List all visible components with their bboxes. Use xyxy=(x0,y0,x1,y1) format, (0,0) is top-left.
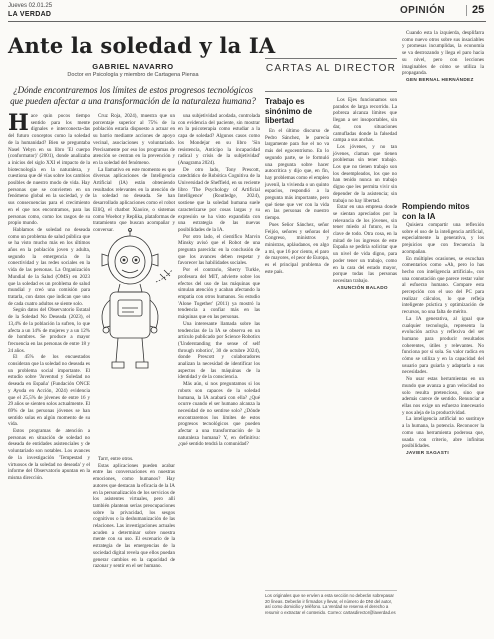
letter-title: Rompiendo mitos con la IA xyxy=(402,202,470,221)
article-column-2-bottom xyxy=(93,456,175,599)
letter-signature: JAVIER SAGASTI xyxy=(406,449,449,455)
letter-1-column-2 xyxy=(333,97,397,540)
article-column-3 xyxy=(178,113,260,600)
letter-title: Trabajo es sinónimo de libertad xyxy=(265,97,313,125)
paragraph: una subjetividad acodada, controlada con evidencia del paciente, sin mostrar en la psicoterapia como estudiar a la capa de soledad? Algunos casos como los Mondejar en su libro 'Sin resistencia, Anticipo la incapacidad radical y crisis de la subjetividad' (Anagrama 2024). xyxy=(178,113,260,166)
article-title: Ante la soledad y la IA xyxy=(8,33,276,58)
paragraph: Una interesante llamada sobre las tendencias de la IA se observa en un artículo publicado por Science Robotics ('Understanding the sense of self through robotics', 30 de octubre 2024), donde Prescott y colaboradores analizan la necesidad de identificar los aspectos de las máquinas de la identidad y de la consciencia. xyxy=(178,320,260,381)
paragraph: Cruz Roja, 2024), muestra que un porcentaje superior al 75% de la población estaría dispuesto a actuar en su barrio mediante acciones de apoyo vecinal, asociaciones y voluntariado. Precisamente por eso los programas de atención se centran en la prevención y en la soledad del fenómeno. xyxy=(93,113,175,166)
paragraph: Cuando esta la izquierda, desplifarra como nuevo otros sobre sus insaciables y promesas incumplidas, la economía se va destrozando y llega el paro hacia su nivel, pero con lecciones imaginables de cómo se utiliza la propaganda. xyxy=(402,30,484,77)
letter-1-column-1 xyxy=(265,128,329,540)
paragraph: Por el contrario, Sherry Turkle, profesora del MIT, advierte sobre los efectos del uso de las máquinas que simulan atención y acaban afectando la empatía con otros humanos. Su estudio 'Alone Together' (2011) ya mostró la tendencia a confiar más en las máquinas que en las personas. xyxy=(178,267,260,321)
paragraph: ace quin pocos tiempo sentido para los mente dignales e interconecta-das del futuro conceptos como la soledad de la humanidad? Bien se preguntaba Nasel Yebyn en su libro 'El cuerpo (conformator)' (2001), donde analizaba a inicios del siglo XXI el impacto de la biotecnología en la naturaleza, y cuestiona que dé vías sobre los cambios posibles de nuestro modo de vida. Hay personas que se convierten en un fenómeno global en la sociedad, y de sus consecuencias para el crecimiento en el que nos encontramos, para las personas como, como los rasgos de su propio mundo. xyxy=(8,113,90,227)
issue-date: Jueves 02.01.25 xyxy=(8,3,53,9)
paragraph: La inteligencia artificial no sustituye a la humana, la potencia. Reconocer la como una herramienta poderosa que, usada con criterio, abre infinitas posibilidades. xyxy=(402,416,484,450)
author-role: Doctor en Psicología y miembro de Cartagena Piensa xyxy=(67,72,199,78)
paragraph: Estar en una empresa donde se sientan apreciados por la relevancia de los jóvenes, sin tener miedo al futuro, es la clave de todo. Otra cosa, en la mitad de los ingresos de este España se pediría solicitar que un nivel de vida digno, para poder tener un trabajo, como en la cara del estado mayor, porque todas las personas necesitan trabajo. xyxy=(333,204,397,284)
paragraph: Los jóvenes, y no tan jóvenes, claman que tienen problemas sin tener trabajo. Los que no tienen trabajo son los desempleados, los que no han tenido nunca un trabajo digno que les permita vivir sin depender de la asistencia; sin trabajo no hay libertad. xyxy=(333,143,397,204)
section-name: OPINIÓN xyxy=(400,5,446,16)
paragraph: Estas aplicaciones pueden acabar entre las conversaciones en nuestras emociones, como humanos? Hay autores que destacan la eficacia de la IA en la personalización de los servicios de los asistentes virtuales, pero allí también plantean serias preocupaciones sobre la privacidad, los sesgos cognitivos o la deshumanización de las relaciones. Las investigaciones actuales acuden a determinar sobre nuestra mente con su uso. El escenario de la estrategia de las emergencias de la sociedad digital revela que ellos puedan generar cambios en la capacidad de razonar y sentir en el ser humano. xyxy=(93,462,175,570)
publication-name: LA VERDAD xyxy=(8,11,52,18)
article-lede: ¿Dónde encontraremos los límites de estos progresos tecnológicos que pueden afectar a una transformación de la naturaleza humana? xyxy=(10,85,256,106)
letters-section-header: CARTAS AL DIRECTOR xyxy=(265,58,397,92)
robot-illustration xyxy=(100,230,178,452)
paragraph: Más aún, si nos preguntamos si los robots son capaces de la soledad humana, la IA acabará con ella? ¿Qué ocurre cuando el ser humano alcanza la necesidad de no sentirse solo? ¿Dónde encontraremos los límites de estos progresos tecnológicos que pueden afectar a una transformación de la naturaleza humana? Y, en definitiva: ¿qué sentido tendrá la comunidad? xyxy=(178,381,260,448)
letter-signature: ASUNCIÓN BALADO xyxy=(337,284,388,290)
paragraph: Hablamos de soledad no deseada como un problema de salud pública que se ha visto mucho más en los últimos años en la población joven y adulta, segundo la emergencia de la conectividad y las redes sociales en la vida de las personas. La Organización Mundial de la Salud (OMS) en 2023 que la soledad es un problema de salud mundial y creó una comisión para tratarla, con datos que indican que uno de cada cuatro adultos se siente solo. xyxy=(8,226,90,307)
drop-cap: H xyxy=(8,110,29,136)
paragraph: Los Ejes funcionamos son parados de larga recorrido. La pobreza alcanza límites que llegan a ser insoportables, sin dar, con situaciones camufladas donde la falsedad campa a sus anchas. xyxy=(333,97,397,144)
paragraph: No usar estas herramientas en un mundo que avanza a gran velocidad no solo resulta pretencioso, sino que además carece de sentido. Renunciar a ellas nos exige un esfuerzo innecesario y nos aleja de la productividad. xyxy=(402,376,484,416)
page-header xyxy=(0,0,494,22)
article-column-1 xyxy=(8,110,90,600)
paragraph: Tarrr, entre otros. xyxy=(98,456,134,462)
letter-signature: GEN BERNAL HERNÁNDEZ xyxy=(406,76,474,82)
paragraph: Quisiera compartir una reflexión sobre el uso de la inteligencia artificial, especialmente la generativa, y los prejuicios que con frecuencia la acompañan. xyxy=(402,222,484,255)
paragraph: Pues Señor Sánchez, señor Feijóo, señores y señoras del Congreso, ministros y ministras, apláudanos, en algo a mí, que 16 por ciento, el paro de mayores, el peor de Europa, es el principal problema de este país. xyxy=(265,221,329,275)
letter-2-body xyxy=(402,222,484,607)
paragraph: Por otro lado, el científico Marvin Minsky avisó que el Robot de una pregunta parecida: en la conclusión de que los avances deben respetar y favorecer las habilidades sociales. xyxy=(178,233,260,267)
paragraph: En múltiples ocasiones, se escuchan comentarios como «Ah, pero lo has hecho con inteligencia artificial», con una connotación que parece restar valor al esfuerzo humano. Compare esta percepción con el uso del PC para realizar cálculos, lo que refleja inteligente práctica y optimización de recursos, no una falta de mérito. xyxy=(402,255,484,316)
article-author: GABRIEL NAVARRO xyxy=(92,62,174,71)
paragraph: Según datos del Observatorio Estatal de la Soledad No Deseada (2023), el 13,4% de la población la sufren, lo que afecta a un 14% de mujeres y a un 12% de hombres. Se produce a mayor frecuencia en las personas de entre 18 y 24 años. xyxy=(8,307,90,354)
article-column-2 xyxy=(93,113,175,233)
paragraph: El 45% de los encuestados consideran que la soledad no deseada es un problema social importante. El estudio sobre 'Juventud y Soledad no deseada en España' (Fundación ONCE y Ayuda en Acción, 2024) evidencia que el 25,5% de jóvenes de entre 16 y 29 años se sienten solos actualmente. El 69% de las personas jóvenes se han sentido solas en algún momento de su vida. xyxy=(8,354,90,428)
page-number: 25 xyxy=(472,4,485,16)
header-divider xyxy=(466,5,467,16)
paragraph: La llamativo en este momento es que diversas aplicaciones de Inteligencia Artificial (IA) están obteniendo resultados relevantes en la atención de la soledad no deseada. Se han desarrollado aplicaciones como el robot ElliQ, el chatbot Xiaoice, o sistemas como Woebot y Replika, plataformas de tratamiento que buscan acompañar y conversar. xyxy=(93,166,175,233)
letters-footer-note: Los originales que se envíen a esta sección no deberán sobrepasar 20 líneas. Deberán ir firmados y llevar, el número de DNI del autor, así como domicilio y teléfono. La Verdad se reserva el derecho a resumir o extractar el contenido. Correo: cartasdirector@laverdad.es xyxy=(265,590,397,615)
paragraph: Estos programas de atención a personas en situación de soledad no deseada de entidades asistenciales y de voluntariado son notables. Los avances de la investigación 'Tempestad y virtuosos de la soledad no deseada' y el informe del Observatorio apuntan en la misma dirección. xyxy=(8,428,90,481)
letter-continuation xyxy=(402,30,484,197)
header-rule xyxy=(8,21,486,22)
paragraph: De otro lado, Tony Prescott, catedrático de Robótica Cognitiva de la Universidad de Sheffield, en su reciente libro 'The Psychology of Artificial Intelligence' (Routledge, 2024), sostiene que la soledad humana suele caracterizarse por cosas largas y su expresión se ha visto expandida con una estrategia de las nuevas posibilidades de la IA. xyxy=(178,166,260,233)
paragraph: En el último discurso de Pedro Sánchez, le parecía largamente para fue el no va más del egocentrismo. En lo segundo parte, se le formuló una pregunta sobre hacer autocrítica y dijo que, en fin, hay problemas como el empleo juvenil, la vivienda o un quinto espacios, respondió a la pregunta más importante, pero qué tiene que ver con la vida en las personas de nuestro tiempo. xyxy=(265,128,329,222)
paragraph: La IA generativa, al igual que cualquier tecnología, representa la evolución activa y reflexiva del ser humano para producir resultados coherentes, útiles y relevantes. No funciona por sí sola. Su valor radica en cómo se utiliza y en la capacidad del usuario para guiarla y adaptarla a sus necesidades. xyxy=(402,315,484,376)
